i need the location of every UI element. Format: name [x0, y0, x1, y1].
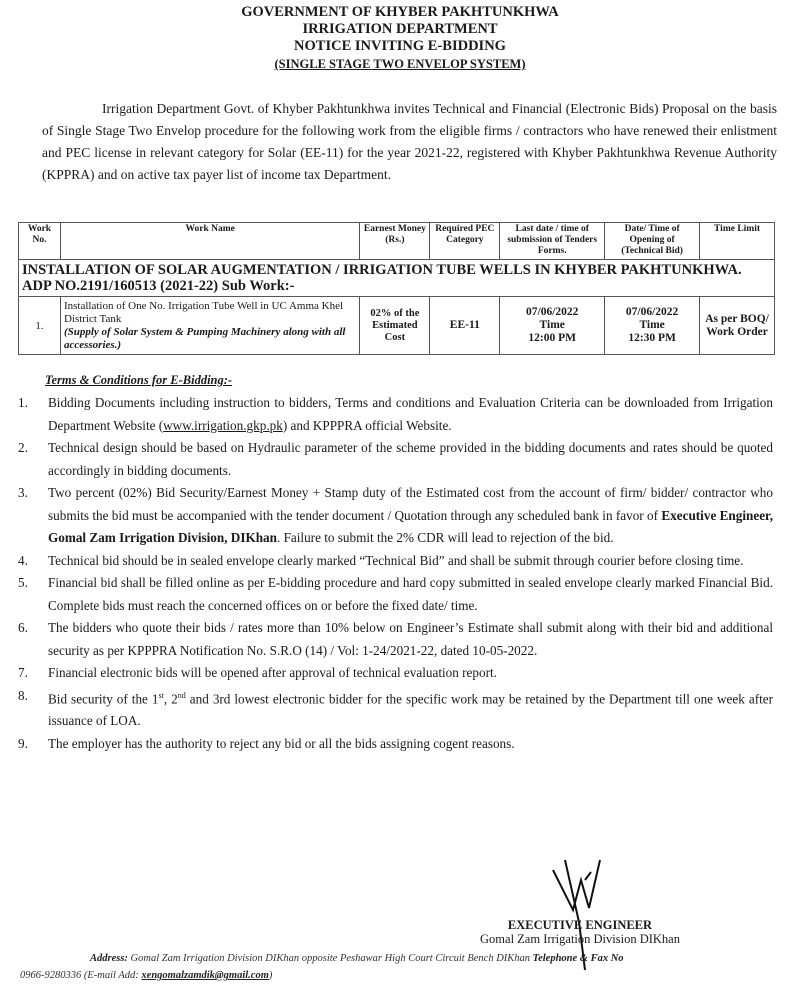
cell-time-limit: As per BOQ/ Work Order: [700, 297, 775, 355]
term-text: Two percent (02%) Bid Security/Earnest Money + Stamp duty of the Estimated cost from the account of firm/ bidder/ contractor who submits the bid must be accompanied with the tender document / Quotation through any scheduled bank in favor of: [48, 485, 773, 523]
header-line-2: IRRIGATION DEPARTMENT: [302, 21, 498, 37]
work-name-text: Installation of One No. Irrigation Tube Well in UC Amma Khel District Tank: [63, 299, 344, 325]
term-item: [18, 662, 773, 685]
footer-address: [20, 950, 788, 984]
term-text-cont: and 3rd lowest electronic bidder for the specific work may be retained by the Department till one week after issuance of LOA.: [48, 690, 773, 729]
address-line: [38, 950, 788, 967]
term-item: [18, 572, 773, 617]
address-text: Gomal Zam Irrigation Division DIKhan opposite Peshawar High Court Circuit Bench DIKhan: [127, 953, 533, 964]
submission-time-label: Time: [539, 319, 565, 331]
work-name-subtext: (Supply of Solar System & Pumping Machinery along with all accessories.): [63, 325, 346, 351]
term-text-cont: ) and KPPPRA official Website.: [282, 417, 452, 433]
col-header-submission: Last date / time of submission of Tenders Forms.: [500, 223, 605, 260]
submission-date: 07/06/2022: [526, 306, 579, 318]
phone-number: 0966-9280336 (E-mail Add:: [20, 970, 142, 981]
opening-time: 12:30 PM: [628, 332, 676, 344]
superscript-st: st: [158, 690, 164, 700]
term-text-mid: , 2: [163, 690, 178, 706]
banner-line-1: INSTALLATION OF SOLAR AUGMENTATION / IRRIGATION TUBE WELLS IN KHYBER PAKHTUNKHWA.: [22, 262, 742, 278]
term-text: Bidding Documents including instruction to bidders, Terms and conditions and Evaluation Criteria can be downloaded from Irrigation Department Website (: [48, 395, 773, 433]
term-text: Technical design should be based on Hydraulic parameter of the scheme provided in the bidding documents and rates should be quoted accordingly in bidding documents.: [48, 440, 773, 478]
intro-paragraph: [42, 98, 777, 186]
email-link[interactable]: xengomalzamdik@gmail.com: [141, 970, 269, 981]
term-number: 1.: [18, 395, 28, 410]
table-header-row: [19, 223, 775, 260]
term-text: Financial bid shall be filled online as per E-bidding procedure and hard copy submitted in sealed envelope clearly marked Financial Bid. Complete bids must reach the concerned offices on or before the fixed date/ time.: [48, 575, 773, 613]
col-header-earnest-money: Earnest Money (Rs.): [360, 223, 430, 260]
term-text: Bid security of the 1: [48, 690, 159, 706]
cell-pec-category: EE-11: [430, 297, 500, 355]
terms-title: Terms & Conditions for E-Bidding:-: [45, 373, 233, 387]
banner-line-2: ADP NO.2191/160513 (2021-22) Sub Work:-: [22, 278, 295, 294]
cell-opening: [605, 297, 700, 355]
cell-work-no: 1.: [19, 297, 61, 355]
term-text: The bidders who quote their bids / rates more than 10% below on Engineer’s Estimate shall submit along with their bid and additional security as per KPPPRA Notification No. S.R.O (14) / Vol: 1-24/2021-22, dated 10-05-2022.: [48, 620, 773, 658]
term-item: [18, 685, 773, 733]
terms-list: [18, 392, 773, 755]
term-text-cont: . Failure to submit the 2% CDR will lead to rejection of the bid.: [276, 530, 614, 545]
term-item: [18, 392, 773, 437]
contact-line: [20, 967, 788, 984]
col-header-work-name: Work Name: [60, 223, 359, 260]
signatory-block: [480, 918, 680, 946]
term-item: [18, 482, 773, 550]
term-number: 8.: [18, 687, 28, 703]
term-number: 7.: [18, 665, 28, 680]
col-header-pec-category: Required PEC Category: [430, 223, 500, 260]
header-line-3: NOTICE INVITING E-BIDDING: [294, 38, 506, 54]
superscript-nd: nd: [177, 690, 186, 700]
opening-date: 07/06/2022: [625, 306, 679, 318]
term-number: 5.: [18, 575, 28, 590]
col-header-opening: Date/ Time of Opening of (Technical Bid): [605, 223, 700, 260]
header-line-1: GOVERNMENT OF KHYBER PAKHTUNKHWA: [241, 4, 559, 20]
table-banner-row: [19, 260, 775, 297]
intro-text: Irrigation Department Govt. of Khyber Pakhtunkhwa invites Technical and Financial (Electronic Bids) Proposal on the basis of Single Stage Two Envelop procedure for the following work from the eligible firms / contractors who have renewed their enlistment and PEC license in relevant category for Solar (EE-11) for the year 2021-22, registered with Khyber Pakhtunkhwa Revenue Authority (KPPRA) and on active tax payer list of income tax Department.: [42, 101, 777, 182]
submission-time: 12:00 PM: [528, 332, 577, 344]
cell-work-name: [60, 297, 359, 355]
signatory-title: EXECUTIVE ENGINEER: [507, 918, 653, 932]
col-header-time-limit: Time Limit: [700, 223, 775, 260]
signatory-org: Gomal Zam Irrigation Division DIKhan: [480, 932, 680, 946]
term-item: [18, 617, 773, 662]
cell-submission: [500, 297, 605, 355]
works-table: [18, 222, 775, 355]
project-banner: [19, 260, 775, 297]
term-text: Financial electronic bids will be opened after approval of technical evaluation report.: [48, 665, 497, 680]
phone-label: Telephone & Fax No: [532, 953, 624, 964]
term-number: 6.: [18, 620, 28, 635]
address-label: Address:: [90, 953, 128, 964]
website-link[interactable]: www.irrigation.gkp.pk: [163, 417, 283, 433]
header-line-4: (SINGLE STAGE TWO ENVELOP SYSTEM): [274, 57, 526, 71]
term-number: 2.: [18, 440, 28, 455]
term-number: 3.: [18, 485, 28, 500]
table-row: [19, 297, 775, 355]
term-item: [18, 550, 773, 573]
term-text: Technical bid should be in sealed envelope clearly marked “Technical Bid” and shall be submit through courier before closing time.: [48, 552, 744, 568]
contact-close: ): [268, 970, 273, 981]
col-header-work-no: Work No.: [19, 223, 61, 260]
cell-earnest-money: 02% of the Estimated Cost: [360, 297, 430, 355]
opening-time-label: Time: [639, 319, 665, 331]
term-item: [18, 733, 773, 756]
term-bold-payee: Executive Engineer, Gomal Zam Irrigation Division, DIKhan: [48, 507, 773, 545]
term-text: The employer has the authority to reject any bid or all the bids assigning cogent reasons.: [48, 735, 515, 751]
term-number: 9.: [18, 735, 28, 751]
term-item: [18, 437, 773, 482]
term-number: 4.: [18, 552, 28, 568]
